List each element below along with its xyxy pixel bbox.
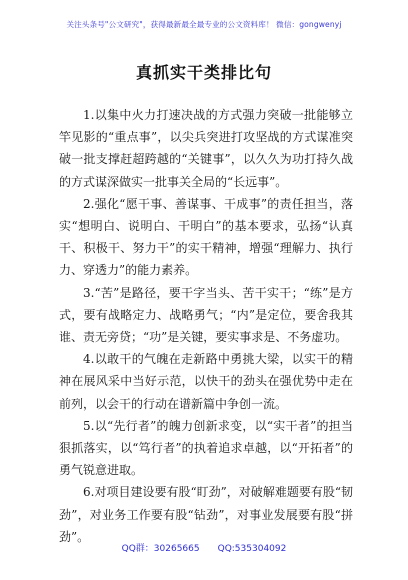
document-title: 真抓实干类排比句: [135, 63, 272, 82]
paragraph-4: 4.以敢干的气魄在走新路中勇挑大梁，以实干的精神在展风采中当好示范，以快干的劲头在强优势中走在前列，以会干的行动在谱新篇中争创一流。: [59, 352, 353, 411]
paragraph-6: 6.对项目建设要有股“盯劲”，对破解难题要有股“韧劲”，对业务工作要有股“钻劲”，对事业发展要有股“拼劲”。: [59, 485, 353, 544]
document-body: [59, 104, 353, 548]
paragraph-3: 3.“苦”是路径，要干字当头、苦干实干；“练”是方式，要有战略定力、战略勇气；“内”是定位，要舍我其谁、责无旁贷；“功”是关键，要实事求是、不务虚功。: [59, 285, 353, 345]
footer-qq-group: QQ群：30265665: [121, 544, 200, 554]
footer-qq: QQ:535304092: [217, 544, 287, 554]
paragraph-2: 2.强化“愿干事、善谋事、干成事”的责任担当，落实“想明白、说明白、干明白”的基本要求，弘扬“认真干、积极干、努力干”的实干精神，增强“理解力、执行力、穿透力”的能力素养。: [59, 196, 353, 278]
paragraph-5: 5.以“先行者”的魄力创新求变，以“实干者”的担当狠抓落实，以“笃行者”的执着追求卓越，以“开拓者”的勇气锐意进取。: [59, 418, 353, 478]
footer-contacts: [0, 541, 408, 554]
paragraph-1: 1.以集中火力打速决战的方式强力突破一批能够立竿见影的“重点事”，以尖兵突进打攻坚战的方式谋准突破一批支撑赶超跨越的“关键事”，以久久为功打持久战的方式谋深做实一批事关全局的“长远事”。: [59, 108, 353, 189]
header-note: 关注头条号"公文研究"，获得最新最全最专业的公文资料库！ 微信：gongwenyj: [66, 20, 342, 29]
